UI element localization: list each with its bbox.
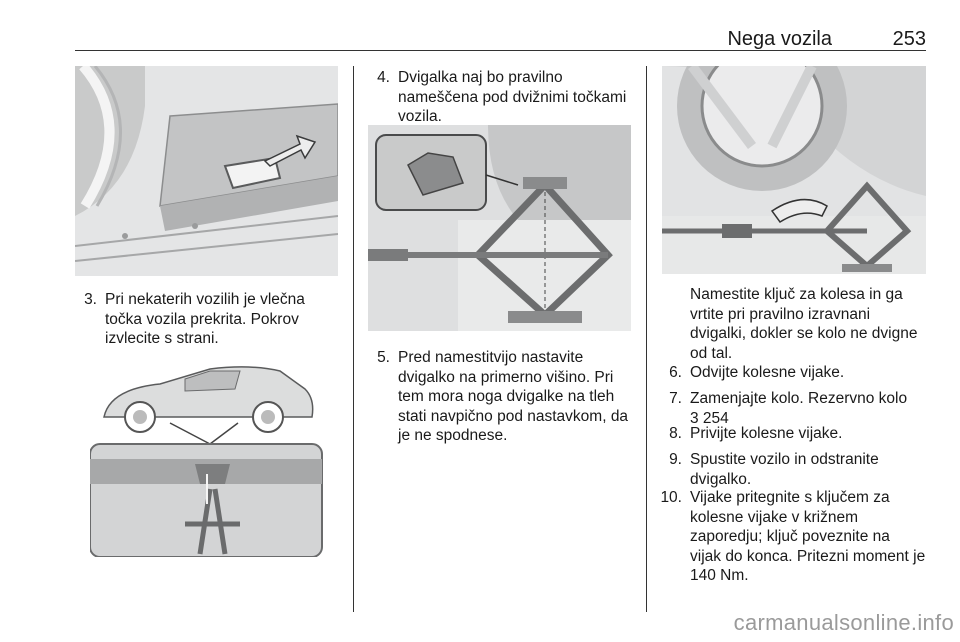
step-text: Zamenjajte kolo. Rezervno kolo 3 254 bbox=[690, 390, 908, 427]
header-rule bbox=[75, 50, 926, 51]
figure-sill-cover bbox=[75, 66, 338, 276]
page-number: 253 bbox=[892, 28, 926, 50]
figure-car-lift-points bbox=[90, 349, 338, 557]
step-number: 8. bbox=[669, 425, 682, 442]
step-text: Dvigalka naj bo pravilno nameščena pod dvižnimi točkami vozila. bbox=[398, 69, 627, 125]
step-text: Vijake pritegnite s ključem za kolesne vijake v križnem zaporedju; ključ poveznite na vijak do konca. Pritezni moment je 140 Nm. bbox=[690, 489, 926, 584]
column-divider-left bbox=[353, 66, 354, 612]
column-divider-right bbox=[646, 66, 647, 612]
step-number: 5. bbox=[377, 349, 390, 366]
step-number: 3. bbox=[84, 291, 97, 308]
instruction-note: Namestite ključ za kolesa in ga vrtite pri pravilno izravnani dvigalki, dokler se kolo ne dvigne od tal. bbox=[690, 286, 918, 362]
step-text: Privijte kolesne vijake. bbox=[690, 425, 843, 442]
step-text: Odvijte kolesne vijake. bbox=[690, 364, 845, 381]
step-text: Spustite vozilo in odstranite dvigalko. bbox=[690, 451, 879, 488]
step-number: 10. bbox=[660, 489, 682, 506]
jack-position-illustration bbox=[368, 125, 631, 331]
step-text: Pred namestitvijo nastavite dvigalko na primerno višino. Pri tem mora noga dvigalke na tleh stati navpično pod nastavkom, da je ne spodnese. bbox=[398, 349, 629, 444]
page-header bbox=[75, 26, 926, 50]
step-number: 7. bbox=[669, 390, 682, 407]
watermark: carmanualsonline.info bbox=[733, 610, 954, 635]
car-lift-points-illustration bbox=[90, 349, 338, 557]
section-title: Nega vozila bbox=[727, 28, 832, 50]
step-number: 6. bbox=[669, 364, 682, 381]
step-number: 4. bbox=[377, 69, 390, 86]
page-reference-link[interactable]: 3 254 bbox=[690, 409, 729, 427]
figure-wrench-on-jack bbox=[662, 66, 926, 274]
wrench-on-jack-illustration bbox=[662, 66, 926, 274]
sill-cover-illustration bbox=[75, 66, 338, 276]
step-text: Pri nekaterih vozilih je vlečna točka vozila prekrita. Pokrov izvlecite s strani. bbox=[105, 291, 305, 347]
step-number: 9. bbox=[669, 451, 682, 468]
figure-jack-position bbox=[368, 125, 631, 331]
